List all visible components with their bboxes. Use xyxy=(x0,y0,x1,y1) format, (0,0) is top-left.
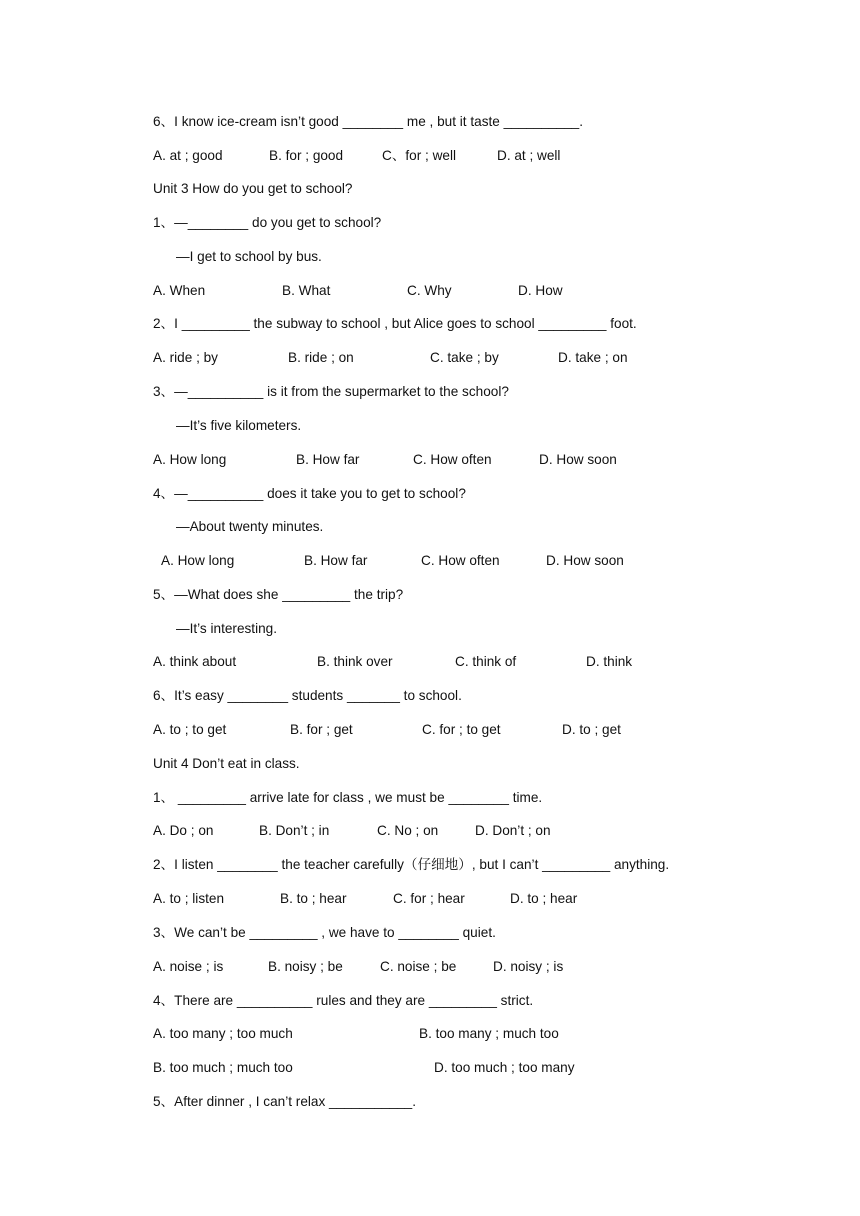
option-a: A. to ; listen xyxy=(153,891,225,906)
dialogue-line: —About twenty minutes. xyxy=(176,519,324,534)
option-b: B. How far xyxy=(296,452,360,467)
option-b: B. for ; get xyxy=(290,722,353,737)
option-b: B. ride ; on xyxy=(288,350,354,365)
dialogue-line: —It’s five kilometers. xyxy=(176,418,302,433)
option-a: A. How long xyxy=(161,553,235,568)
option-c: C. How often xyxy=(421,553,500,568)
option-d: D. How soon xyxy=(539,452,617,467)
question-line: 4、There are __________ rules and they are _________ strict. xyxy=(153,993,534,1008)
option-a: A. When xyxy=(153,283,206,298)
question-line: 3、We can’t be _________ , we have to ________ quiet. xyxy=(153,925,496,940)
option-b: B. think over xyxy=(317,654,393,669)
option-c: C. noise ; be xyxy=(380,959,457,974)
dialogue-line: —It’s interesting. xyxy=(176,621,277,636)
question-line: 4、—__________ does it take you to get to school? xyxy=(153,486,466,501)
option-d: D. at ; well xyxy=(497,148,561,163)
answer-options xyxy=(153,1024,559,1044)
option-d: D. How soon xyxy=(546,553,624,568)
option-d: D. How xyxy=(518,283,563,298)
option-a: A. Do ; on xyxy=(153,823,214,838)
option-c: C、for ; well xyxy=(382,148,457,163)
option-c: C. for ; to get xyxy=(422,722,501,737)
option-b: B. noisy ; be xyxy=(268,959,343,974)
answer-options xyxy=(153,957,564,977)
option-a: A. to ; to get xyxy=(153,722,227,737)
option-c: C. Why xyxy=(407,283,452,298)
option-b: B. too many ; much too xyxy=(419,1026,559,1041)
option-d: D. to ; hear xyxy=(510,891,578,906)
answer-options xyxy=(153,146,561,166)
question-line: 2、I listen ________ the teacher carefully（仔细地）, but I can’t _________ anything. xyxy=(153,857,670,872)
answer-options xyxy=(153,450,617,470)
option-a: A. think about xyxy=(153,654,237,669)
answer-options xyxy=(153,720,621,740)
unit-heading: Unit 3 How do you get to school? xyxy=(153,181,353,196)
question-line: 1、 _________ arrive late for class , we must be ________ time. xyxy=(153,790,543,805)
option-d: D. take ; on xyxy=(558,350,628,365)
answer-options xyxy=(153,281,563,301)
question-line: 5、—What does she _________ the trip? xyxy=(153,587,404,602)
option-b: B. How far xyxy=(304,553,368,568)
answer-options xyxy=(153,1058,575,1078)
question-line: 2、I _________ the subway to school , but Alice goes to school _________ foot. xyxy=(153,316,637,331)
option-c: C. No ; on xyxy=(377,823,439,838)
option-a: A. noise ; is xyxy=(153,959,224,974)
answer-options xyxy=(153,821,551,841)
option-a: A. too many ; too much xyxy=(153,1026,293,1041)
dialogue-line: —I get to school by bus. xyxy=(176,249,322,264)
option-d: D. think xyxy=(586,654,633,669)
answer-options xyxy=(153,889,578,909)
option-d: D. Don’t ; on xyxy=(475,823,551,838)
option-c: C. think of xyxy=(455,654,517,669)
option-b: B. too much ; much too xyxy=(153,1060,293,1075)
answer-options xyxy=(153,551,624,571)
option-c: C. for ; hear xyxy=(393,891,465,906)
option-b: B. for ; good xyxy=(269,148,344,163)
question-line: 1、—________ do you get to school? xyxy=(153,215,382,230)
answer-options xyxy=(153,652,633,672)
question-line: 6、I know ice-cream isn’t good ________ me , but it taste __________. xyxy=(153,114,583,129)
option-a: A. How long xyxy=(153,452,227,467)
option-b: B. Don’t ; in xyxy=(259,823,330,838)
option-b: B. What xyxy=(282,283,331,298)
option-a: A. ride ; by xyxy=(153,350,218,365)
question-line: 6、It’s easy ________ students _______ to school. xyxy=(153,688,462,703)
option-c: C. take ; by xyxy=(430,350,499,365)
option-b: B. to ; hear xyxy=(280,891,347,906)
option-a: A. at ; good xyxy=(153,148,223,163)
unit-heading: Unit 4 Don’t eat in class. xyxy=(153,756,300,771)
answer-options xyxy=(153,348,628,368)
question-line: 3、—__________ is it from the supermarket to the school? xyxy=(153,384,509,399)
option-d: D. noisy ; is xyxy=(493,959,564,974)
question-line: 5、After dinner , I can’t relax ___________. xyxy=(153,1094,416,1109)
option-c: C. How often xyxy=(413,452,492,467)
option-d: D. too much ; too many xyxy=(434,1060,575,1075)
option-d: D. to ; get xyxy=(562,722,621,737)
